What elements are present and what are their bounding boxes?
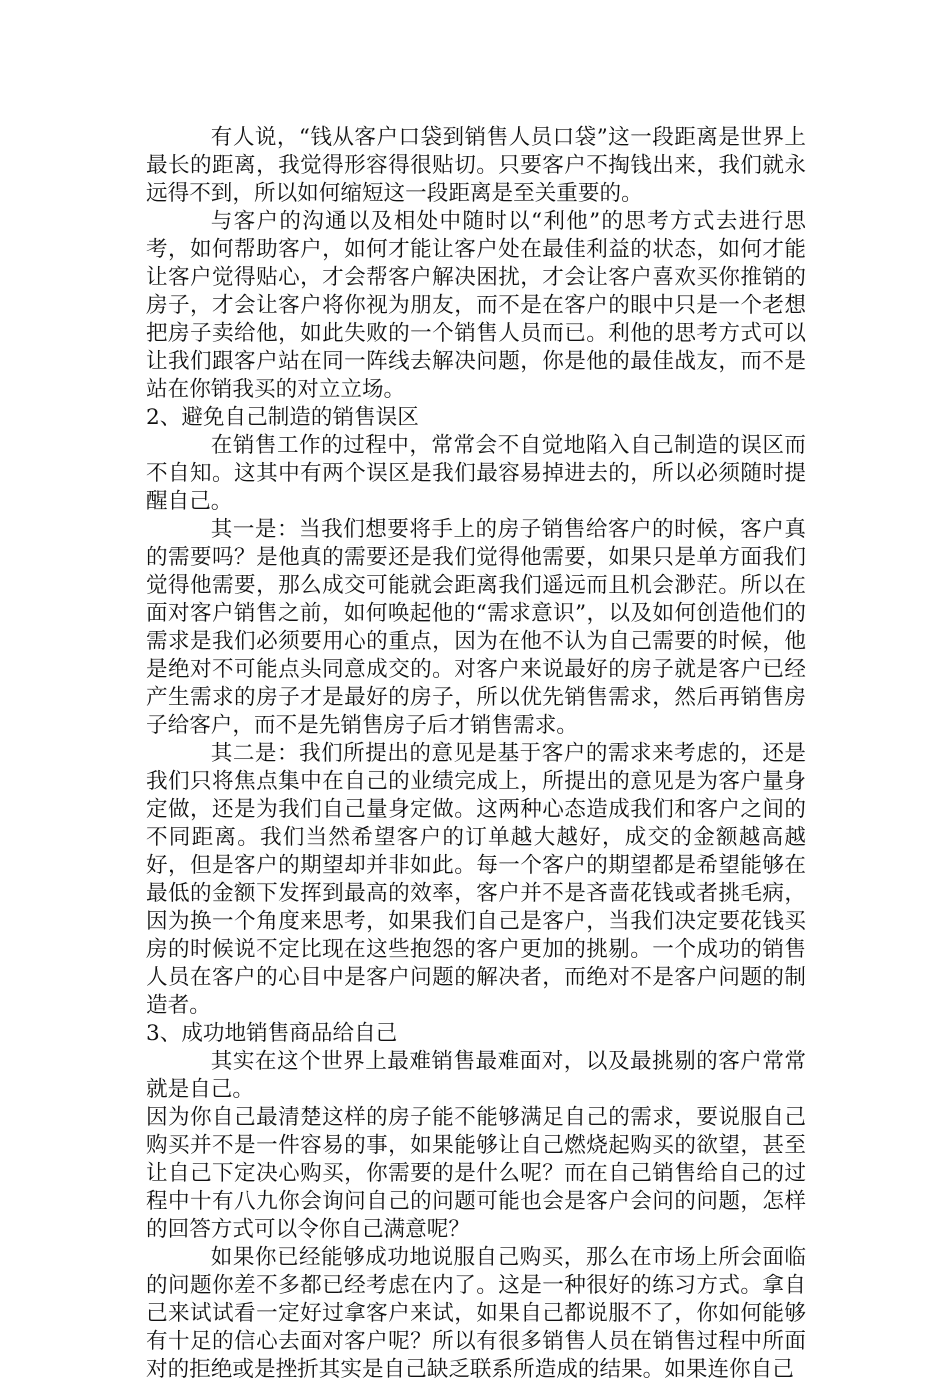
paragraph-misconception-two: 其二是：我们所提出的意见是基于客户的需求来考虑的，还是我们只将焦点集中在自己的业绩完成上，所提出的意见是为客户量身定做，还是为我们自己量身定做。这两种心态造成我们和客户之间的不同距离。我们当然希望客户的订单越大越好，成交的金额越高越好，但是客户的期望却并非如此。每一个客户的期望都是希望能够在最低的金额下发挥到最高的效率，客户并不是吝啬花钱或者挑毛病，因为换一个角度来思考，如果我们自己是客户，当我们决定要花钱买房的时候说不定比现在这些抱怨的客户更加的挑剔。一个成功的销售人员在客户的心目中是客户问题的解决者，而绝对不是客户问题的制造者。 [146, 741, 806, 1018]
document-page [146, 124, 806, 1384]
paragraph-practice: 如果你已经能够成功地说服自己购买，那么在市场上所会面临的问题你差不多都已经考虑在内了。这是一种很好的练习方式。拿自己来试试看一定好过拿客户来试，如果自己都说服不了，你如何能够有十足的信心去面对客户呢？所以有很多销售人员在销售过程中所面对的拒绝或是挫折其实是自己缺乏联系所造成的结果。如果连你自己 [146, 1245, 806, 1382]
paragraph-misconception-one: 其一是：当我们想要将手上的房子销售给客户的时候，客户真的需要吗？是他真的需要还是我们觉得他需要，如果只是单方面我们觉得他需要，那么成交可能就会距离我们遥远而且机会渺茫。所以在面对客户销售之前，如何唤起他的“需求意识”，以及如何创造他们的需求是我们必须要用心的重点，因为在他不认为自己需要的时候，他是绝对不可能点头同意成交的。对客户来说最好的房子就是客户已经产生需求的房子才是最好的房子，所以优先销售需求，然后再销售房子给客户，而不是先销售房子后才销售需求。 [146, 517, 806, 738]
paragraph-misconceptions-intro: 在销售工作的过程中，常常会不自觉地陷入自己制造的误区而不自知。这其中有两个误区是我们最容易掉进去的，所以必须随时提醒自己。 [146, 433, 806, 514]
paragraph-self-persuasion: 因为你自己最清楚这样的房子能不能够满足自己的需求，要说服自己购买并不是一件容易的事，如果能够让自己燃烧起购买的欲望，甚至让自己下定决心购买，你需要的是什么呢？而在自己销售给自己的过程中十有八九你会询问自己的问题可能也会是客户会问的问题，怎样的回答方式可以令你自己满意呢？ [146, 1105, 806, 1242]
section-heading-2: 2、避免自己制造的销售误区 [146, 405, 419, 430]
paragraph-hardest-customer: 其实在这个世界上最难销售最难面对，以及最挑剔的客户常常就是自己。 [146, 1049, 806, 1102]
paragraph-distance: 有人说，“钱从客户口袋到销售人员口袋”这一段距离是世界上最长的距离，我觉得形容得很贴切。只要客户不掏钱出来，我们就永远得不到，所以如何缩短这一段距离是至关重要的。 [146, 125, 806, 206]
section-heading-3: 3、成功地销售商品给自己 [146, 1021, 398, 1046]
paragraph-altruism: 与客户的沟通以及相处中随时以“利他”的思考方式去进行思考，如何帮助客户，如何才能让客户处在最佳利益的状态，如何才能让客户觉得贴心，才会帮客户解决困扰，才会让客户喜欢买你推销的房子，才会让客户将你视为朋友，而不是在客户的眼中只是一个老想把房子卖给他，如此失败的一个销售人员而已。利他的思考方式可以让我们跟客户站在同一阵线去解决问题，你是他的最佳战友，而不是站在你销我买的对立立场。 [146, 209, 806, 402]
